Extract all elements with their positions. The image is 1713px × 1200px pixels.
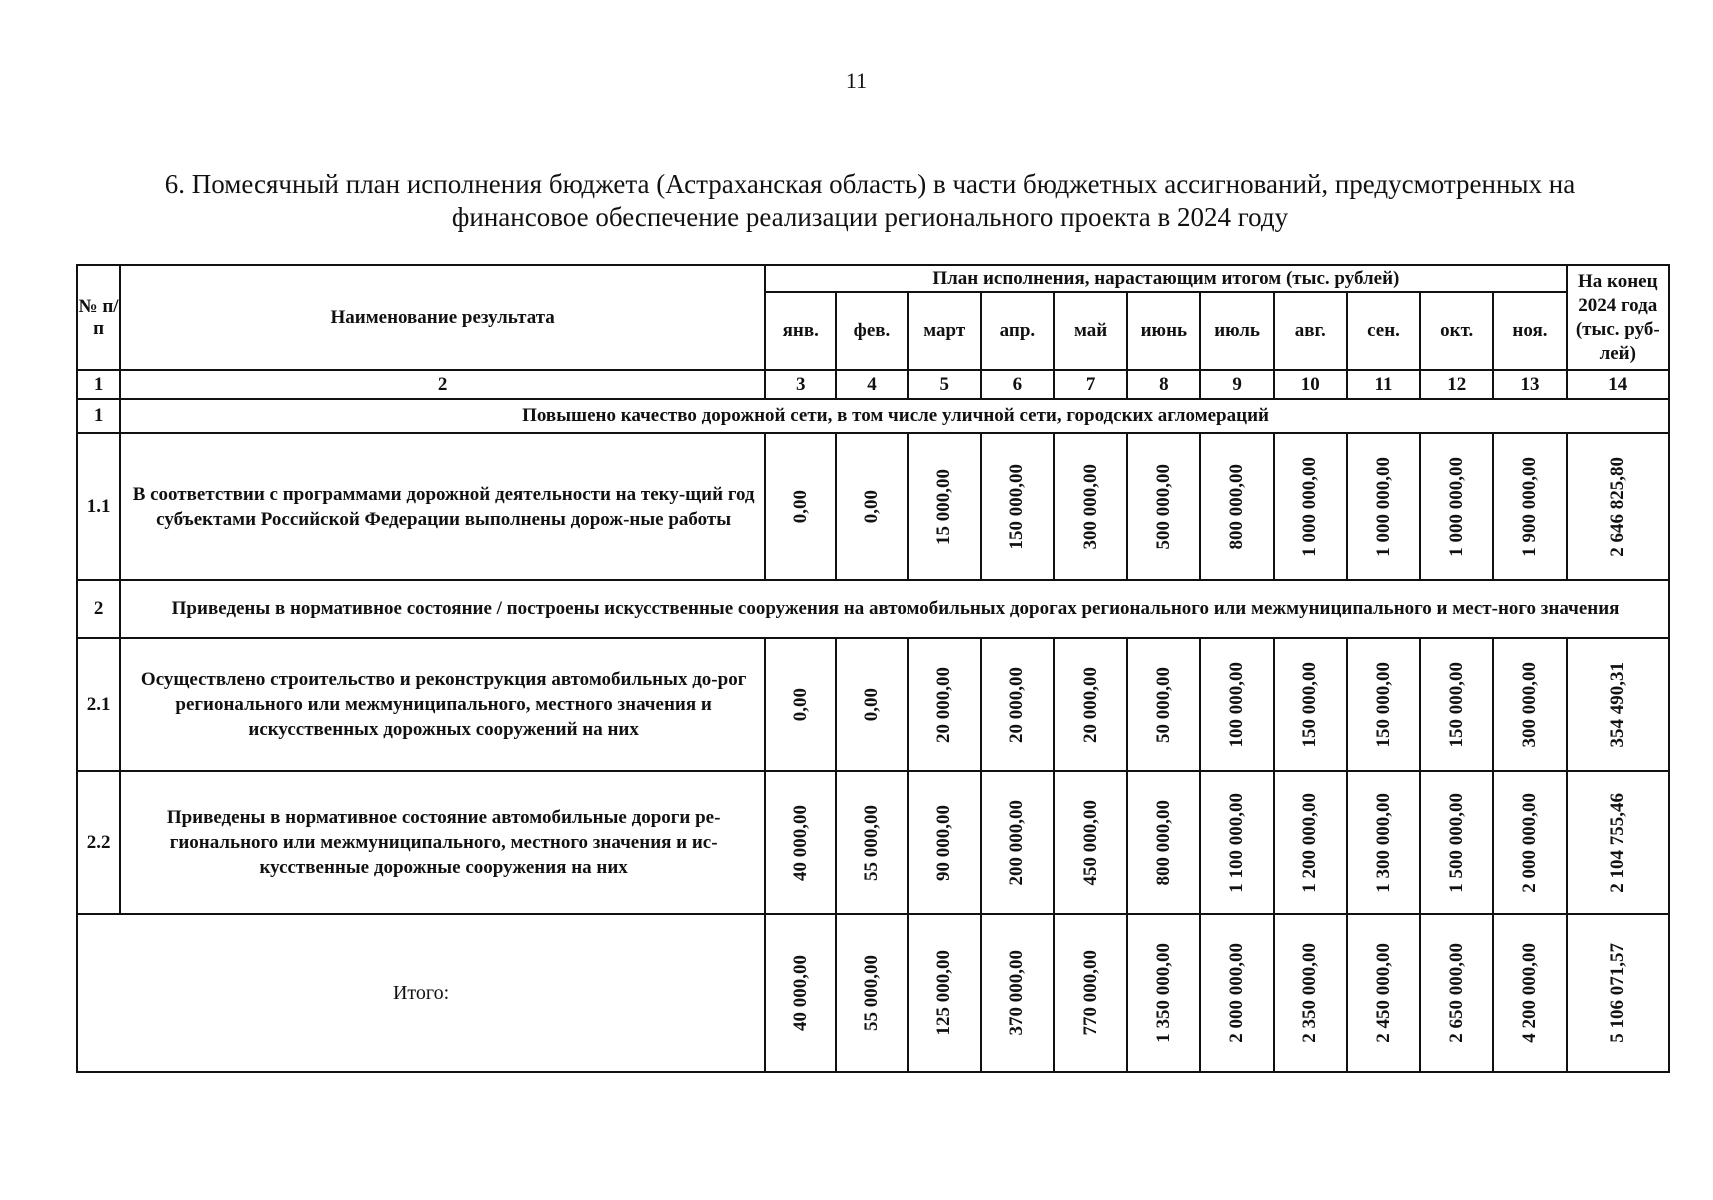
row-total-text: 354 490,31 [1606,661,1628,748]
row-value-8-text: 1 200 000,00 [1299,792,1321,893]
column-number-13: 13 [1493,370,1566,399]
column-number-7: 7 [1054,370,1127,399]
header-name: Наименование результата [120,265,765,370]
total-value-6-text: 1 350 000,00 [1152,943,1174,1043]
total-value-10 [1420,914,1493,1072]
section-title: Приведены в нормативное состояние / построены искусственные сооружения на автомобильных дорогах регионального или межмуниципального и мест-ного значения [120,580,1669,638]
row-total [1567,638,1669,771]
row-value-3-text: 90 000,00 [933,804,955,881]
row-total [1567,771,1669,914]
total-row [77,914,1669,1072]
header-month-3: март [908,292,981,370]
header-month-8: авг. [1274,292,1347,370]
row-value-1 [765,771,836,914]
row-value-7 [1200,433,1273,580]
row-value-8 [1274,638,1347,771]
total-value-3-text: 125 000,00 [933,950,955,1036]
row-value-9 [1347,638,1420,771]
row-value-5-text: 450 000,00 [1079,799,1101,886]
row-name: Осуществлено строительство и реконструкция автомобильных до-рог регионального или межмуниципального, местного значения и искусственных дорожных сооружений на них [120,638,765,771]
row-value-6 [1127,638,1200,771]
row-value-11 [1493,771,1566,914]
row-value-2 [836,771,907,914]
row-value-11 [1493,433,1566,580]
row-value-2-text: 0,00 [860,687,882,722]
row-value-9 [1347,771,1420,914]
header-num: № п/п [77,265,120,370]
row-value-6-text: 500 000,00 [1152,463,1174,550]
header-month-11: ноя. [1493,292,1566,370]
row-total-text: 2 104 755,46 [1606,792,1628,893]
row-value-11-text: 300 000,00 [1518,661,1540,748]
table-row [77,433,1669,580]
row-value-11-text: 2 000 000,00 [1518,792,1540,893]
column-number-5: 5 [908,370,981,399]
header-plan-group: План исполнения, нарастающим итогом (тыс. рублей) [765,265,1566,292]
row-value-4 [981,771,1054,914]
column-number-9: 9 [1200,370,1273,399]
total-value-1 [765,914,836,1072]
row-value-10 [1420,638,1493,771]
row-value-8-text: 150 000,00 [1299,661,1321,748]
row-value-1-text: 0,00 [789,687,811,722]
column-number-3: 3 [765,370,836,399]
row-name: Приведены в нормативное состояние автомобильные дороги ре-гионального или межмуниципального, местного значения и ис-кусственные дорожные сооружения на них [120,771,765,914]
section-title: Повышено качество дорожной сети, в том числе уличной сети, городских агломераций [120,399,1669,433]
column-number-8: 8 [1127,370,1200,399]
header-month-5: май [1054,292,1127,370]
total-value-3 [908,914,981,1072]
row-value-5 [1054,638,1127,771]
row-value-1-text: 40 000,00 [789,804,811,881]
row-value-10 [1420,433,1493,580]
total-value-5-text: 770 000,00 [1079,950,1101,1036]
total-value-4 [981,914,1054,1072]
title-line-1: 6. Помесячный план исполнения бюджета (Астраханская область) в части бюджетных ассигнований, предусмотренных на [164,169,1576,199]
row-value-6 [1127,433,1200,580]
header-month-7: июль [1200,292,1273,370]
row-value-8 [1274,771,1347,914]
row-value-10-text: 150 000,00 [1445,661,1467,748]
header-month-2: фев. [836,292,907,370]
total-grand-text: 5 106 071,57 [1606,943,1628,1043]
row-value-9-text: 1 300 000,00 [1372,792,1394,893]
row-value-9-text: 1 000 000,00 [1372,456,1394,557]
column-number-4: 4 [836,370,907,399]
column-number-10: 10 [1274,370,1347,399]
row-value-7-text: 1 100 000,00 [1226,792,1248,893]
row-value-11 [1493,638,1566,771]
row-value-4-text: 200 000,00 [1006,799,1028,886]
row-value-4-text: 20 000,00 [1006,666,1028,743]
total-value-9-text: 2 450 000,00 [1372,943,1394,1043]
row-value-5-text: 300 000,00 [1079,463,1101,550]
total-value-5 [1054,914,1127,1072]
row-value-7-text: 800 000,00 [1226,463,1248,550]
total-value-10-text: 2 650 000,00 [1445,943,1467,1043]
row-value-9 [1347,433,1420,580]
row-value-3-text: 15 000,00 [933,468,955,545]
row-value-7 [1200,638,1273,771]
total-value-2 [836,914,907,1072]
row-value-4-text: 150 000,00 [1006,463,1028,550]
total-label: Итого: [77,914,765,1072]
row-total [1567,433,1669,580]
total-value-7 [1200,914,1273,1072]
row-num: 2.1 [77,638,120,771]
column-numbers-row [77,370,1669,399]
table-row [77,771,1669,914]
page-number: 11 [845,68,868,93]
column-number-14: 14 [1567,370,1669,399]
column-number-11: 11 [1347,370,1420,399]
total-value-8-text: 2 350 000,00 [1299,943,1321,1043]
row-value-3 [908,638,981,771]
column-number-12: 12 [1420,370,1493,399]
row-num: 1.1 [77,433,120,580]
header-month-6: июнь [1127,292,1200,370]
total-value-6 [1127,914,1200,1072]
row-value-7-text: 100 000,00 [1226,661,1248,748]
row-name: В соответствии с программами дорожной деятельности на теку-щий год субъектами Российской Федерации выполнены дорож-ные работы [120,433,765,580]
row-value-6-text: 50 000,00 [1152,666,1174,743]
row-value-6-text: 800 000,00 [1152,799,1174,886]
row-value-4 [981,638,1054,771]
column-number-1: 1 [77,370,120,399]
row-value-7 [1200,771,1273,914]
header-end-year: На конец 2024 года (тыс. руб-лей) [1567,265,1669,370]
row-value-2 [836,638,907,771]
row-value-2-text: 0,00 [860,489,882,524]
header-month-4: апр. [981,292,1054,370]
row-value-4 [981,433,1054,580]
header-month-9: сен. [1347,292,1420,370]
row-value-9-text: 150 000,00 [1372,661,1394,748]
header-row-1 [77,265,1669,292]
document-title [110,168,1630,234]
row-value-2 [836,433,907,580]
budget-plan-table [76,264,1670,1073]
section-row [77,580,1669,638]
column-number-6: 6 [981,370,1054,399]
total-grand [1567,914,1669,1072]
row-value-5 [1054,771,1127,914]
total-value-4-text: 370 000,00 [1006,950,1028,1036]
total-value-7-text: 2 000 000,00 [1226,943,1248,1043]
row-value-8 [1274,433,1347,580]
row-total-text: 2 646 825,80 [1606,456,1628,557]
total-value-1-text: 40 000,00 [789,955,811,1031]
row-value-11-text: 1 900 000,00 [1518,456,1540,557]
row-value-1 [765,433,836,580]
header-month-1: янв. [765,292,836,370]
section-num: 2 [77,580,120,638]
row-value-3-text: 20 000,00 [933,666,955,743]
total-value-8 [1274,914,1347,1072]
row-value-8-text: 1 000 000,00 [1299,456,1321,557]
section-num: 1 [77,399,120,433]
row-value-1-text: 0,00 [789,489,811,524]
section-row [77,399,1669,433]
column-number-2: 2 [120,370,765,399]
row-value-10 [1420,771,1493,914]
total-value-2-text: 55 000,00 [860,955,882,1031]
row-value-5-text: 20 000,00 [1079,666,1101,743]
row-value-10-text: 1 500 000,00 [1445,792,1467,893]
row-num: 2.2 [77,771,120,914]
row-value-3 [908,433,981,580]
row-value-6 [1127,771,1200,914]
row-value-10-text: 1 000 000,00 [1445,456,1467,557]
total-value-11 [1493,914,1566,1072]
row-value-3 [908,771,981,914]
row-value-5 [1054,433,1127,580]
row-value-1 [765,638,836,771]
total-value-9 [1347,914,1420,1072]
title-line-2: финансовое обеспечение реализации регионального проекта в 2024 году [451,202,1289,232]
table-row [77,638,1669,771]
header-month-10: окт. [1420,292,1493,370]
total-value-11-text: 4 200 000,00 [1518,943,1540,1043]
row-value-2-text: 55 000,00 [860,804,882,881]
